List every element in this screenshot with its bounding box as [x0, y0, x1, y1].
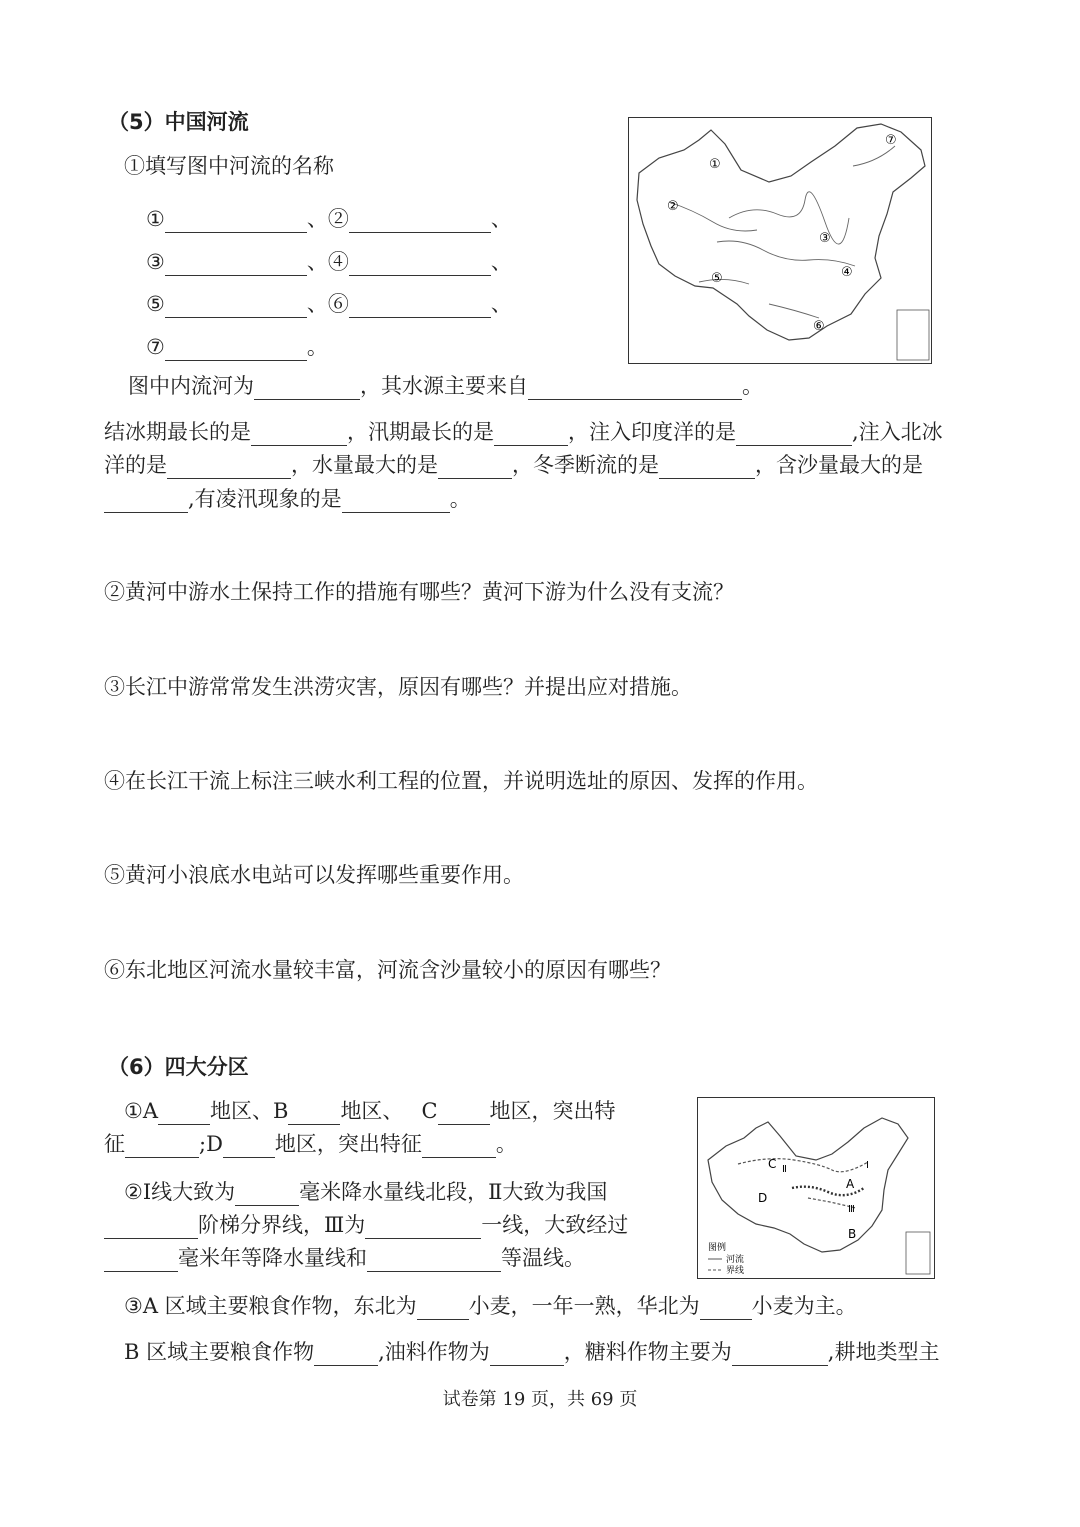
map-label-6: ⑥: [813, 319, 825, 334]
china-rivers-map: [628, 117, 932, 364]
river-line: [669, 202, 757, 231]
step-boundary-blank[interactable]: [104, 1218, 198, 1239]
line-label-2: Ⅱ: [782, 1164, 787, 1175]
yellow-river-line: [729, 192, 849, 244]
region-label-d: D: [758, 1191, 768, 1205]
northeast-crop-blank[interactable]: [417, 1299, 469, 1320]
fill-line-1: 结冰期最长的是 ，汛期最长的是 ，注入印度洋的是 ,注入北冰: [104, 420, 943, 444]
river-2-blank[interactable]: [349, 212, 491, 233]
yangtze-river-line: [717, 241, 855, 266]
region-a-blank[interactable]: [158, 1104, 210, 1125]
map-label-2: ②: [667, 199, 679, 214]
page-footer: 试卷第 19 页，共 69 页: [442, 1389, 638, 1410]
region-label-b: B: [848, 1227, 857, 1241]
river-blank-row-2: ③ 、④ 、: [146, 250, 512, 274]
section5-title: （5）中国河流: [108, 110, 249, 134]
legend-river: 河流: [726, 1255, 745, 1265]
pearl-river-line: [769, 304, 819, 318]
inland-river-blank[interactable]: [254, 379, 360, 400]
north-china-crop-blank[interactable]: [700, 1299, 752, 1320]
map-label-5: ⑤: [711, 271, 723, 286]
fill-line-2: 洋的是 ，水量最大的是 ，冬季断流的是 ，含沙量最大的是: [104, 453, 923, 477]
legend-title: 图例: [708, 1243, 727, 1253]
river-6-blank[interactable]: [349, 297, 491, 318]
china-regions-map-drawing: [698, 1098, 934, 1278]
region-label-a: A: [846, 1177, 855, 1191]
p2-line3: 毫米年等降水量线和 等温线。: [104, 1244, 585, 1272]
south-sea-inset: [897, 310, 929, 360]
precip-blank[interactable]: [104, 1251, 178, 1272]
isotherm-blank[interactable]: [367, 1251, 501, 1272]
heilong-river-line: [853, 146, 895, 166]
largest-volume-blank[interactable]: [438, 458, 512, 479]
water-source-blank[interactable]: [528, 379, 742, 400]
map-label-4: ④: [841, 265, 853, 280]
q2: ②黄河中游水土保持工作的措施有哪些？黄河下游为什么没有支流？: [104, 580, 734, 604]
line-label-1: Ⅰ: [866, 1160, 869, 1171]
region-d-feature-blank[interactable]: [422, 1137, 496, 1158]
region-d-blank[interactable]: [223, 1137, 275, 1158]
region-c-blank[interactable]: [438, 1104, 490, 1125]
most-sediment-blank[interactable]: [104, 492, 188, 513]
p3: ③A 区域主要粮食作物，东北为 小麦，一年一熟，华北为 小麦为主。: [124, 1294, 857, 1318]
china-regions-map: [697, 1097, 935, 1279]
legend-boundary: 界线: [726, 1266, 745, 1276]
river-1-blank[interactable]: [165, 212, 307, 233]
p1-line1: ①A 地区、B 地区、 C 地区，突出特: [124, 1099, 616, 1123]
section6-title: （6）四大分区: [108, 1055, 249, 1079]
arctic-ocean-blank[interactable]: [167, 458, 291, 479]
regions-inset: [906, 1232, 930, 1274]
region-outline: [708, 1118, 908, 1252]
map-label-1: ①: [709, 157, 721, 172]
q3: ③长江中游常常发生洪涝灾害，原因有哪些？并提出应对措施。: [104, 675, 692, 699]
longest-ice-blank[interactable]: [251, 425, 347, 446]
river-5-blank[interactable]: [165, 297, 307, 318]
river-7-blank[interactable]: [165, 340, 307, 361]
q1-prompt: ①填写图中河流的名称: [124, 154, 334, 178]
boundary-line-1: [738, 1159, 868, 1172]
region-b-blank[interactable]: [288, 1104, 340, 1125]
region-c-feature-blank[interactable]: [125, 1137, 199, 1158]
p1-line2: 征 ;D 地区，突出特征 。: [104, 1132, 517, 1156]
q6: ⑥东北地区河流水量较丰富，河流含沙量较小的原因有哪些？: [104, 958, 671, 982]
river-blank-row-3: ⑤ 、⑥ 、: [146, 292, 512, 316]
q5: ⑤黄河小浪底水电站可以发挥哪些重要作用。: [104, 863, 524, 887]
p2-line1: ②Ⅰ线大致为 毫米降水量线北段，Ⅱ大致为我国: [124, 1180, 608, 1204]
map-label-3: ③: [819, 231, 831, 246]
inland-river-line: 图中内流河为 ，其水源主要来自 。: [128, 374, 763, 398]
china-outline: [637, 124, 925, 340]
yarlung-river-line: [699, 279, 749, 284]
winter-dry-blank[interactable]: [659, 458, 755, 479]
q4: ④在长江干流上标注三峡水利工程的位置，并说明选址的原因、发挥的作用。: [104, 769, 818, 793]
b-oil-blank[interactable]: [490, 1345, 564, 1366]
river-blank-row-1: ① 、② 、: [146, 207, 512, 231]
p2-line2: 阶梯分界线，Ⅲ为 一线，大致经过: [104, 1211, 628, 1239]
longest-flood-blank[interactable]: [494, 425, 568, 446]
line1-blank[interactable]: [235, 1185, 299, 1206]
fill-line-3: ,有凌汛现象的是 。: [104, 485, 471, 513]
river-blank-row-4: ⑦ 。: [146, 335, 328, 359]
b-grain-blank[interactable]: [314, 1345, 378, 1366]
indian-ocean-blank[interactable]: [736, 425, 852, 446]
china-rivers-map-drawing: [629, 118, 931, 363]
map-label-7: ⑦: [885, 133, 897, 148]
line-label-3: Ⅲ: [848, 1204, 855, 1215]
p4: B 区域主要粮食作物 ,油料作物为 ，糖料作物主要为 ,耕地类型主: [124, 1340, 940, 1364]
ice-flood-blank[interactable]: [342, 492, 450, 513]
b-sugar-blank[interactable]: [732, 1345, 828, 1366]
river-4-blank[interactable]: [349, 255, 491, 276]
region-label-c: C: [768, 1157, 777, 1171]
line3-blank[interactable]: [365, 1218, 481, 1239]
river-3-blank[interactable]: [165, 255, 307, 276]
